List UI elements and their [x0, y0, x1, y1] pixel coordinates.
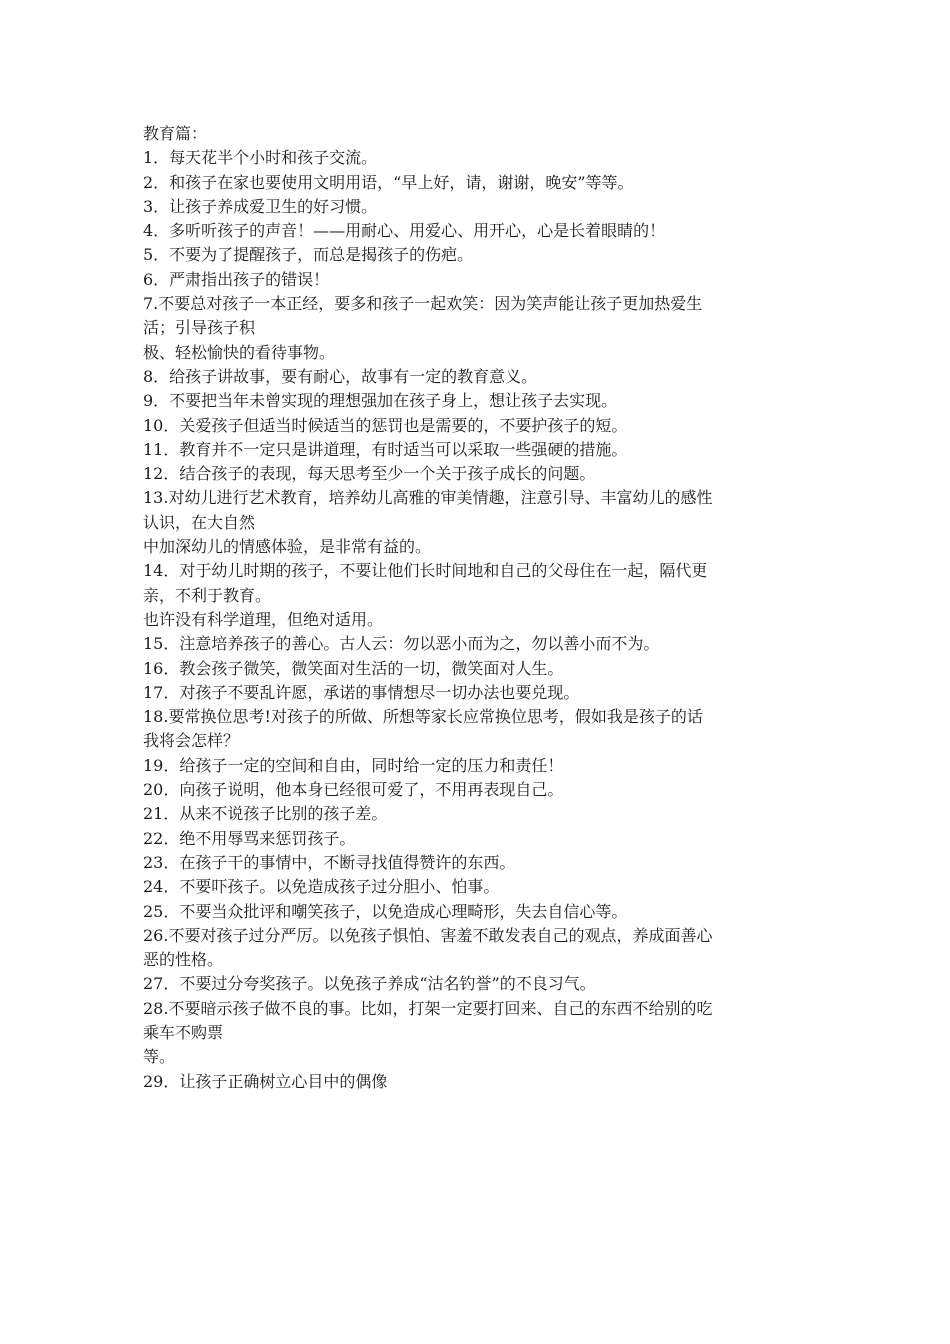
text-line: 我将会怎样？: [143, 731, 240, 751]
text-line: 29．让孩子正确树立心目中的偶像: [143, 1071, 388, 1091]
text-line: 27．不要过分夸奖孩子。以免孩子养成“沽名钓誉”的不良习气。: [143, 974, 596, 994]
text-line: 20．向孩子说明，他本身已经很可爱了，不用再表现自己。: [143, 780, 564, 800]
text-line: 3．让孩子养成爱卫生的好习惯。: [143, 196, 378, 216]
text-line: 18.要常换位思考!对孩子的所做、所想等家长应常换位思考，假如我是孩子的话: [143, 707, 703, 727]
text-line: 中加深幼儿的情感体验，是非常有益的。: [143, 537, 432, 557]
text-line: 17．对孩子不要乱许愿，承诺的事情想尽一切办法也要兑现。: [143, 682, 580, 702]
text-line: 9．不要把当年未曾实现的理想强加在孩子身上，想让孩子去实现。: [143, 391, 618, 411]
document-lines: [143, 146, 811, 1094]
text-line: 1．每天花半个小时和孩子交流。: [143, 148, 378, 168]
text-line: 10．关爱孩子但适当时候适当的惩罚也是需要的，不要护孩子的短。: [143, 415, 628, 435]
text-line: 12．结合孩子的表现，每天思考至少一个关于孩子成长的问题。: [143, 464, 596, 484]
text-line: 也许没有科学道理，但绝对适用。: [143, 609, 384, 629]
text-line: 等。: [143, 1047, 176, 1067]
text-line: 7.不要总对孩子一本正经，要多和孩子一起欢笑：因为笑声能让孩子更加热爱生: [143, 294, 703, 314]
text-line: 26.不要对孩子过分严厉。以免孩子惧怕、害羞不敢发表自己的观点，养成面善心: [143, 925, 713, 945]
text-line: 25．不要当众批评和嘲笑孩子，以免造成心理畸形，失去自信心等。: [143, 901, 628, 921]
document-title: 教育篇：: [143, 124, 208, 143]
text-line: 4．多听听孩子的声音！——用耐心、用爱心、用开心，心是长着眼睛的！: [143, 221, 666, 241]
document-body: [143, 122, 811, 1094]
text-line: 23．在孩子干的事情中，不断寻找值得赞许的东西。: [143, 852, 516, 872]
text-line: 13.对幼儿进行艺术教育，培养幼儿高雅的审美情趣，注意引导、丰富幼儿的感性: [143, 488, 713, 508]
text-line: 8．给孩子讲故事，要有耐心，故事有一定的教育意义。: [143, 366, 538, 386]
text-line: 16．教会孩子微笑，微笑面对生活的一切，微笑面对人生。: [143, 658, 564, 678]
text-line: 22．绝不用辱骂来惩罚孩子。: [143, 828, 356, 848]
text-line: 21．从来不说孩子比别的孩子差。: [143, 804, 388, 824]
text-line: 19．给孩子一定的空间和自由，同时给一定的压力和责任！: [143, 755, 564, 775]
text-line: 2．和孩子在家也要使用文明用语，“早上好，请，谢谢，晚安”等等。: [143, 172, 634, 192]
text-line: 15．注意培养孩子的善心。古人云：勿以恶小而为之，勿以善小而不为。: [143, 634, 660, 654]
text-line: 24．不要吓孩子。以免造成孩子过分胆小、怕事。: [143, 877, 500, 897]
text-line: 亲，不利于教育。: [143, 585, 272, 605]
text-line: 认识，在大自然: [143, 512, 256, 532]
text-line: 5．不要为了提醒孩子，而总是揭孩子的伤疤。: [143, 245, 474, 265]
text-line: 乘车不购票: [143, 1022, 224, 1042]
text-line: 14．对于幼儿时期的孩子，不要让他们长时间地和自己的父母住在一起，隔代更: [143, 561, 708, 581]
text-line: 恶的性格。: [143, 950, 224, 970]
text-line: 11．教育并不一定只是讲道理，有时适当可以采取一些强硬的措施。: [143, 439, 628, 459]
text-line: 活；引导孩子积: [143, 318, 256, 338]
text-line: 6．严肃指出孩子的错误！: [143, 269, 330, 289]
text-line: 极、轻松愉快的看待事物。: [143, 342, 336, 362]
text-line: 28.不要暗示孩子做不良的事。比如，打架一定要打回来、自己的东西不给别的吃: [143, 998, 713, 1018]
